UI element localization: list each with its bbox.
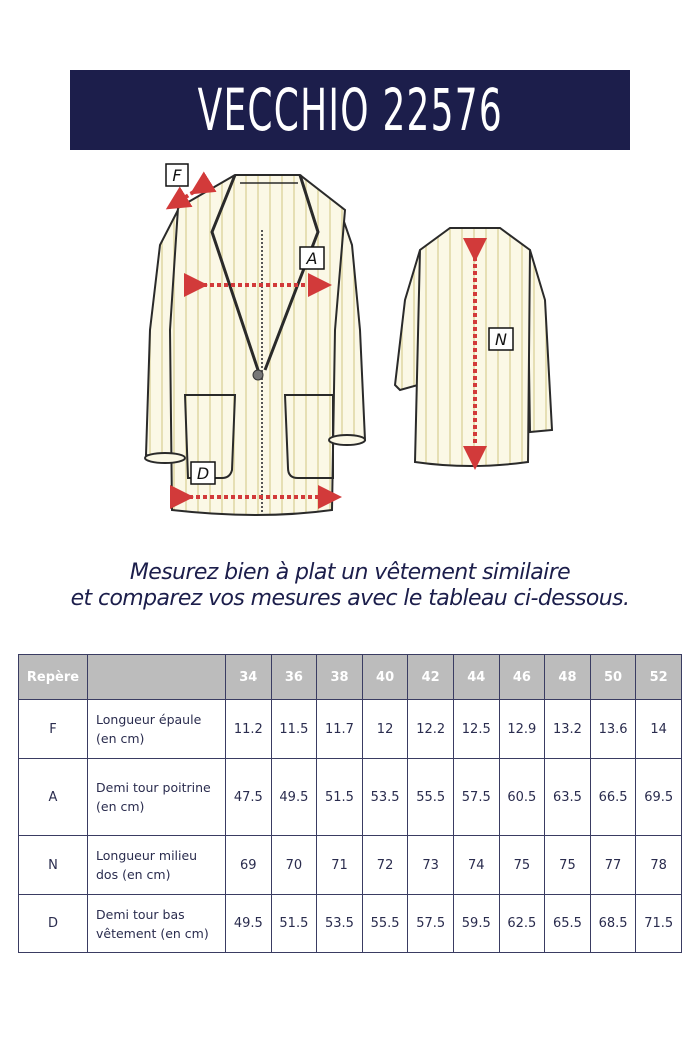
value-cell: 53.5: [317, 895, 363, 953]
value-cell: 71: [317, 836, 363, 895]
value-cell: 77: [590, 836, 636, 895]
label-n: [489, 328, 513, 350]
value-cell: 13.2: [545, 700, 591, 759]
svg-text:N: N: [495, 330, 507, 349]
value-cell: 13.6: [590, 700, 636, 759]
header-size: 48: [545, 655, 591, 700]
label-d: [191, 462, 215, 484]
value-cell: 47.5: [226, 759, 272, 836]
value-cell: 59.5: [453, 895, 499, 953]
table-row: [19, 836, 682, 895]
value-cell: 69.5: [636, 759, 682, 836]
size-chart-table: [18, 654, 682, 953]
header-size: 38: [317, 655, 363, 700]
value-cell: 57.5: [453, 759, 499, 836]
page-title: VECCHIO 22576: [197, 76, 503, 144]
value-cell: 12.2: [408, 700, 454, 759]
garment-illustration: [0, 155, 700, 535]
header-size: 52: [636, 655, 682, 700]
description-cell: Longueur milieu dos (en cm): [88, 836, 226, 895]
value-cell: 12: [362, 700, 408, 759]
label-a: [300, 247, 324, 269]
svg-text:D: D: [196, 464, 210, 483]
value-cell: 72: [362, 836, 408, 895]
value-cell: 75: [545, 836, 591, 895]
value-cell: 74: [453, 836, 499, 895]
svg-text:A: A: [306, 249, 318, 268]
value-cell: 60.5: [499, 759, 545, 836]
repere-cell: D: [19, 895, 88, 953]
header-size: 44: [453, 655, 499, 700]
description-cell: Demi tour bas vêtement (en cm): [88, 895, 226, 953]
value-cell: 51.5: [271, 895, 317, 953]
header-size: 46: [499, 655, 545, 700]
value-cell: 78: [636, 836, 682, 895]
title-banner: [70, 70, 630, 150]
value-cell: 66.5: [590, 759, 636, 836]
repere-cell: F: [19, 700, 88, 759]
value-cell: 49.5: [226, 895, 272, 953]
label-f: [166, 164, 188, 186]
value-cell: 11.7: [317, 700, 363, 759]
header-size: 50: [590, 655, 636, 700]
table-row: [19, 759, 682, 836]
value-cell: 55.5: [408, 759, 454, 836]
value-cell: 11.5: [271, 700, 317, 759]
value-cell: 11.2: [226, 700, 272, 759]
value-cell: 55.5: [362, 895, 408, 953]
table-header-row: [19, 655, 682, 700]
value-cell: 68.5: [590, 895, 636, 953]
header-size: 40: [362, 655, 408, 700]
header-size: 42: [408, 655, 454, 700]
value-cell: 12.9: [499, 700, 545, 759]
description-cell: Longueur épaule (en cm): [88, 700, 226, 759]
value-cell: 65.5: [545, 895, 591, 953]
value-cell: 70: [271, 836, 317, 895]
repere-cell: A: [19, 759, 88, 836]
value-cell: 75: [499, 836, 545, 895]
measurement-instructions: [0, 560, 700, 612]
instructions-line-1: Mesurez bien à plat un vêtement similaire: [129, 560, 571, 585]
header-size: 34: [226, 655, 272, 700]
value-cell: 51.5: [317, 759, 363, 836]
value-cell: 57.5: [408, 895, 454, 953]
svg-text:F: F: [172, 166, 182, 185]
back-jacket-drawing: [395, 228, 552, 466]
value-cell: 14: [636, 700, 682, 759]
value-cell: 73: [408, 836, 454, 895]
front-jacket-drawing: [145, 175, 365, 515]
header-description: [88, 655, 226, 700]
repere-cell: N: [19, 836, 88, 895]
value-cell: 49.5: [271, 759, 317, 836]
header-size: 36: [271, 655, 317, 700]
table-row: [19, 895, 682, 953]
header-repere: Repère: [19, 655, 88, 700]
value-cell: 63.5: [545, 759, 591, 836]
value-cell: 12.5: [453, 700, 499, 759]
value-cell: 53.5: [362, 759, 408, 836]
instructions-line-2: et comparez vos mesures avec le tableau ci-dessous.: [70, 586, 630, 611]
value-cell: 62.5: [499, 895, 545, 953]
table-row: [19, 700, 682, 759]
value-cell: 71.5: [636, 895, 682, 953]
description-cell: Demi tour poitrine (en cm): [88, 759, 226, 836]
value-cell: 69: [226, 836, 272, 895]
